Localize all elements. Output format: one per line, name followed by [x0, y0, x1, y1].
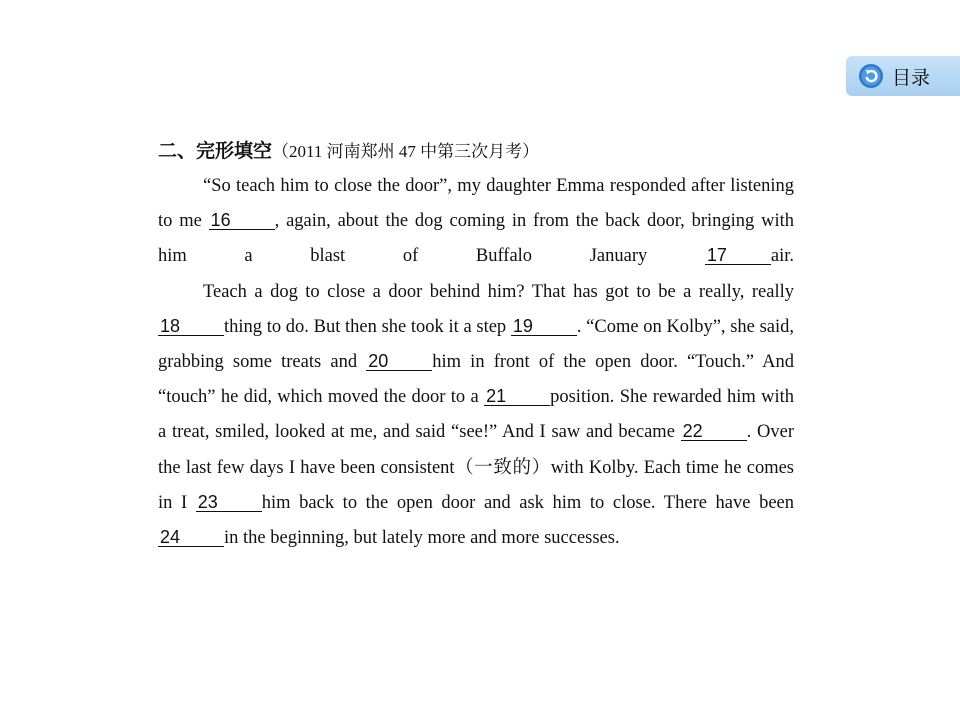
blank-16[interactable]: 16 — [209, 211, 275, 230]
paragraph-2 — [158, 275, 794, 557]
blank-17[interactable]: 17 — [705, 246, 771, 265]
passage-text: “So teach him to close the door”, my daughter Emma responded after listening to me — [158, 176, 794, 232]
passage-text: him back to the open door and ask him to close. There have been — [261, 492, 794, 513]
blank-23[interactable]: 23 — [196, 493, 262, 512]
table-of-contents-button[interactable] — [846, 56, 960, 96]
passage-text: position. She rewarded him with a treat, smiled, looked at me, and said “see!” And I saw and became — [158, 387, 794, 443]
return-arrow-icon — [858, 63, 884, 89]
paragraph-1 — [158, 169, 794, 275]
passage-text: him in front of the open door. “Touch.” And “touch” he did, which moved the door to a — [158, 352, 794, 408]
passage-text: air. — [770, 246, 794, 267]
blank-21[interactable]: 21 — [484, 387, 550, 406]
blank-20[interactable]: 20 — [366, 352, 432, 371]
passage-text: thing to do. But then she took it a step — [224, 316, 511, 337]
section-heading — [158, 136, 794, 163]
cloze-section — [158, 136, 794, 556]
passage-text: Teach a dog to close a door behind him? That has got to be a really, really — [203, 281, 794, 302]
blank-19[interactable]: 19 — [511, 317, 577, 336]
blank-22[interactable]: 22 — [681, 422, 747, 441]
blank-18[interactable]: 18 — [158, 317, 224, 336]
section-title: 二、完形填空 — [158, 140, 273, 162]
section-source: （2011 河南郑州 47 中第三次月考） — [272, 142, 540, 161]
passage-text: . Over the last few days I have been consistent（一致的）with Kolby. Each time he comes in I — [158, 422, 795, 513]
toc-label: 目录 — [892, 66, 931, 89]
passage-text: in the beginning, but lately more and more successes. — [224, 528, 620, 549]
passage-text: , again, about the dog coming in from the back door, bringing with him a blast of Buffalo January — [158, 211, 794, 267]
blank-24[interactable]: 24 — [158, 528, 224, 547]
passage-text: . “Come on Kolby”, she said, grabbing some treats and — [158, 316, 795, 373]
